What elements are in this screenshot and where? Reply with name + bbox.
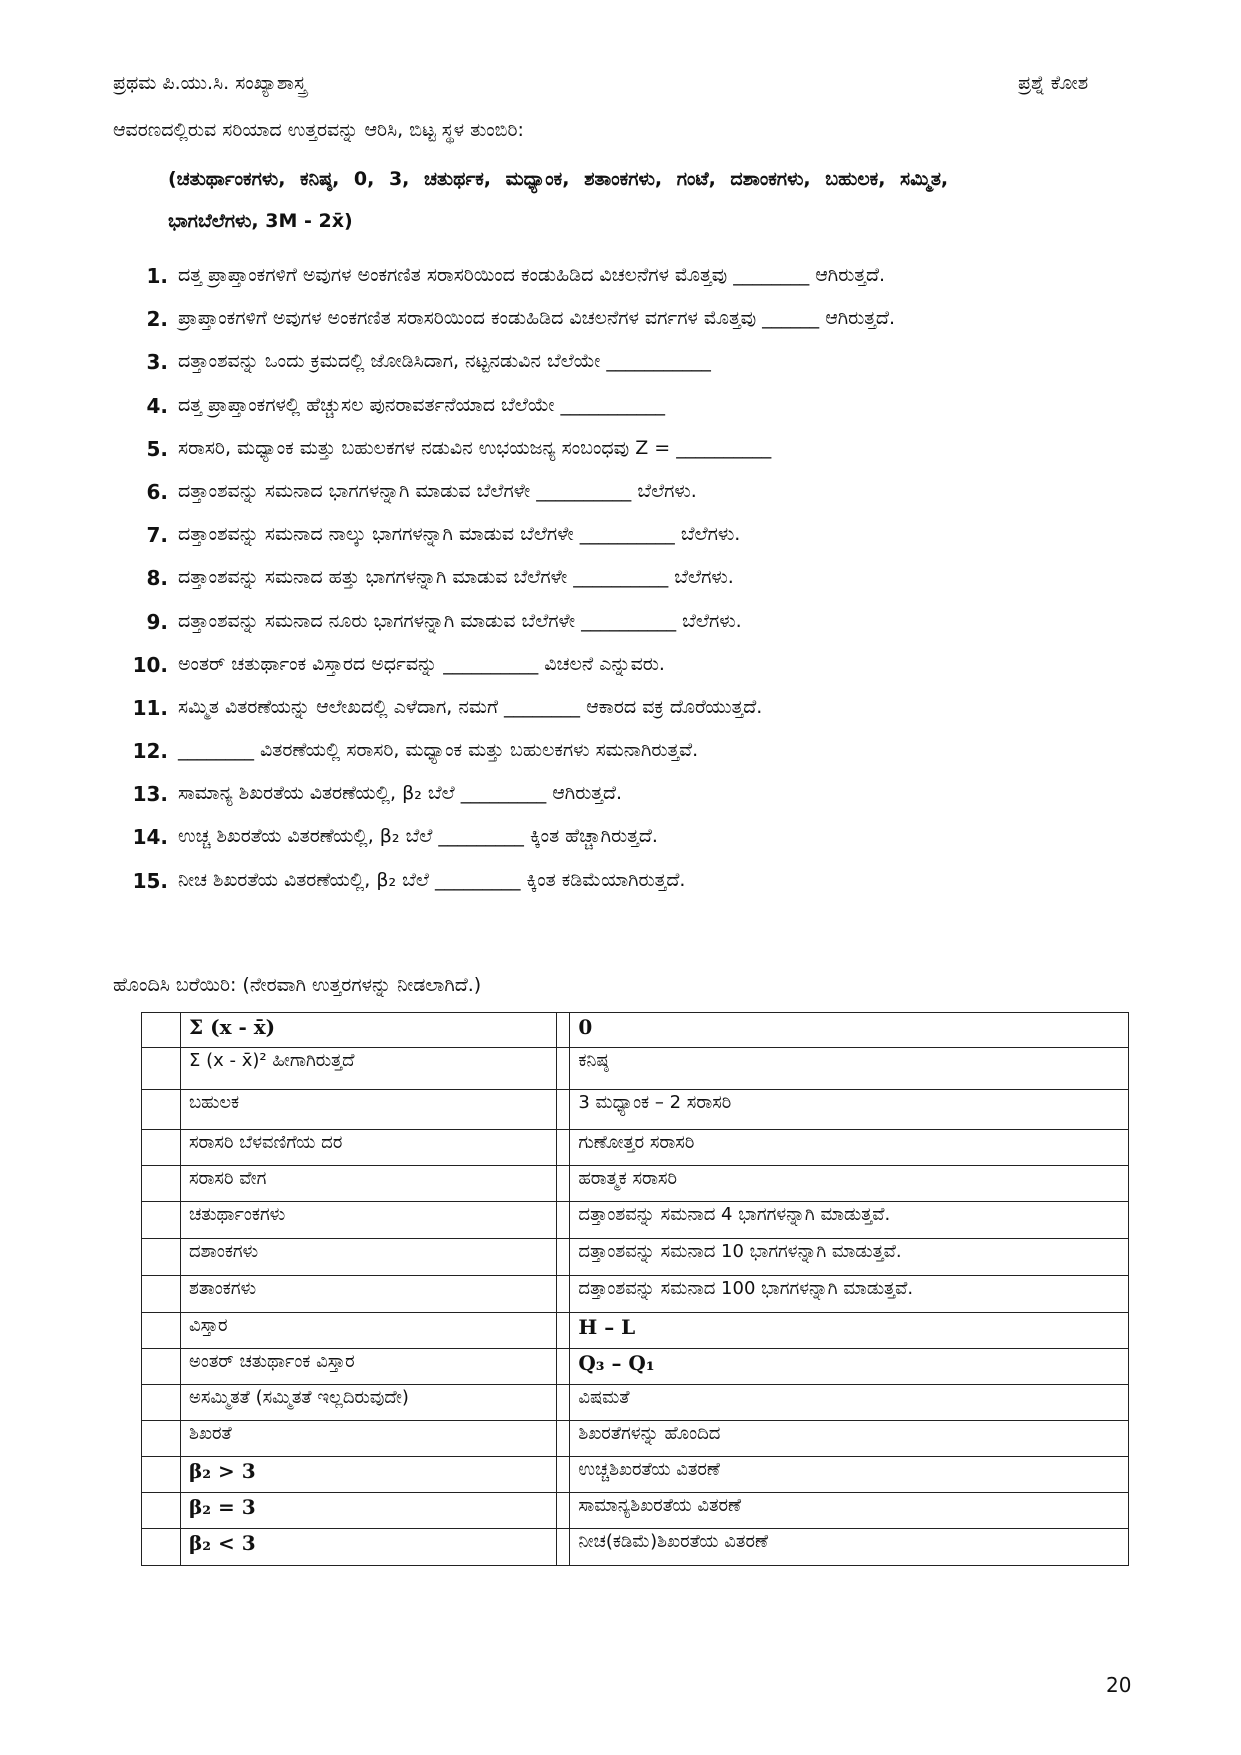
question-number: 11. xyxy=(132,695,168,720)
question-text: ನೀಚ ಶಿಖರತೆಯ ವಿತರಣೆಯಲ್ಲಿ, β₂ ಬೆಲೆ _________ ಕ್ಕಿಂತ ಕಡಿಮೆಯಾಗಿರುತ್ತದೆ. xyxy=(178,868,686,891)
question-number: 8. xyxy=(146,566,168,591)
question-item xyxy=(130,782,1130,825)
choices-box xyxy=(168,158,1138,242)
match-left: ಬಹುಲಕ xyxy=(181,1090,557,1130)
question-item xyxy=(130,394,1130,437)
match-table xyxy=(141,1012,1129,1566)
question-item xyxy=(130,437,1130,480)
table-row xyxy=(142,1013,1129,1048)
header-left: ಪ್ರಥಮ ಪಿ.ಯು.ಸಿ. ಸಂಖ್ಯಾಶಾಸ್ತ್ರ xyxy=(113,72,307,94)
question-text: ಪ್ರಾಪ್ತಾಂಕಗಳಿಗೆ ಅವುಗಳ ಅಂಕಗಣಿತ ಸರಾಸರಿಯಿಂದ ಕಂಡುಹಿಡಿದ ವಿಚಲನೆಗಳ ವರ್ಗಗಳ ಮೊತ್ತವು ______ ಆಗಿರುತ್ತದೆ. xyxy=(178,307,895,330)
question-number: 12. xyxy=(132,739,168,764)
question-item xyxy=(130,566,1130,609)
question-number: 14. xyxy=(132,825,168,850)
match-left: ಸರಾಸರಿ ವೇಗ xyxy=(181,1166,557,1202)
question-text: ಸಾಮಾನ್ಯ ಶಿಖರತೆಯ ವಿತರಣೆಯಲ್ಲಿ, β₂ ಬೆಲೆ _________ ಆಗಿರುತ್ತದೆ. xyxy=(178,782,623,805)
fill-instruction: ಆವರಣದಲ್ಲಿರುವ ಸರಿಯಾದ ಉತ್ತರವನ್ನು ಆರಿಸಿ, ಬಿಟ್ಟ ಸ್ಥಳ ತುಂಬಿರಿ: xyxy=(113,119,524,141)
question-text: ದತ್ತಾಂಶವನ್ನು ಒಂದು ಕ್ರಮದಲ್ಲಿ ಜೋಡಿಸಿದಾಗ, ನಟ್ಟನಡುವಿನ ಬೆಲೆಯೇ ___________ xyxy=(178,350,711,373)
match-right: ದತ್ತಾಂಶವನ್ನು ಸಮನಾದ 100 ಭಾಗಗಳನ್ನಾಗಿ ಮಾಡುತ್ತವೆ. xyxy=(570,1276,1129,1313)
match-left: β₂ > 3 xyxy=(181,1457,557,1493)
question-item xyxy=(130,610,1130,653)
match-left: ದಶಾಂಕಗಳು xyxy=(181,1239,557,1276)
match-right: ನೀಚ(ಕಡಿಮೆ)ಶಿಖರತೆಯ ವಿತರಣೆ xyxy=(570,1529,1129,1566)
page-number: 20 xyxy=(1106,1673,1132,1697)
question-item xyxy=(130,307,1130,350)
match-left: Σ (x - x̄) xyxy=(181,1013,557,1048)
match-right: Q₃ – Q₁ xyxy=(570,1349,1129,1385)
match-right: ದತ್ತಾಂಶವನ್ನು ಸಮನಾದ 10 ಭಾಗಗಳನ್ನಾಗಿ ಮಾಡುತ್ತವೆ. xyxy=(570,1239,1129,1276)
question-item xyxy=(130,825,1130,868)
question-number: 10. xyxy=(132,652,168,677)
question-item xyxy=(130,523,1130,566)
table-row xyxy=(142,1493,1129,1529)
question-number: 13. xyxy=(132,782,168,807)
question-text: ದತ್ತ ಪ್ರಾಪ್ತಾಂಕಗಳಲ್ಲಿ ಹೆಚ್ಚುಸಲ ಪುನರಾವರ್ತನೆಯಾದ ಬೆಲೆಯೇ ___________ xyxy=(178,393,665,416)
question-number: 5. xyxy=(146,436,168,461)
table-row xyxy=(142,1529,1129,1566)
match-left: ಅಸಮ್ಮಿತತೆ (ಸಮ್ಮಿತತೆ ಇಲ್ಲದಿರುವುದೇ) xyxy=(181,1385,557,1421)
question-number: 6. xyxy=(146,479,168,504)
table-row xyxy=(142,1349,1129,1385)
question-text: ದತ್ತಾಂಶವನ್ನು ಸಮನಾದ ನಾಲ್ಕು ಭಾಗಗಳನ್ನಾಗಿ ಮಾಡುವ ಬೆಲೆಗಳೇ __________ ಬೆಲೆಗಳು. xyxy=(178,523,741,546)
table-row xyxy=(142,1457,1129,1493)
match-left: β₂ < 3 xyxy=(181,1529,557,1566)
match-right: ಸಾಮಾನ್ಯಶಿಖರತೆಯ ವಿತರಣೆ xyxy=(570,1493,1129,1529)
question-item xyxy=(130,653,1130,696)
table-row xyxy=(142,1385,1129,1421)
question-text: ________ ವಿತರಣೆಯಲ್ಲಿ ಸರಾಸರಿ, ಮಧ್ಯಾಂಕ ಮತ್ತು ಬಹುಲಕಗಳು ಸಮನಾಗಿರುತ್ತವೆ. xyxy=(178,739,699,762)
question-number: 9. xyxy=(146,609,168,634)
question-item xyxy=(130,739,1130,782)
match-left: ಶತಾಂಕಗಳು xyxy=(181,1276,557,1313)
table-row xyxy=(142,1090,1129,1130)
question-text: ದತ್ತಾಂಶವನ್ನು ಸಮನಾದ ಭಾಗಗಳನ್ನಾಗಿ ಮಾಡುವ ಬೆಲೆಗಳೇ __________ ಬೆಲೆಗಳು. xyxy=(178,479,697,502)
question-text: ಸಮ್ಮಿತ ವಿತರಣೆಯನ್ನು ಆಲೇಖದಲ್ಲಿ ಎಳೆದಾಗ, ನಮಗೆ ________ ಆಕಾರದ ವಕ್ರ ದೊರೆಯುತ್ತದೆ. xyxy=(178,695,763,718)
table-row xyxy=(142,1313,1129,1349)
question-list xyxy=(130,264,1130,912)
table-row xyxy=(142,1421,1129,1457)
match-right: ದತ್ತಾಂಶವನ್ನು ಸಮನಾದ 4 ಭಾಗಗಳನ್ನಾಗಿ ಮಾಡುತ್ತವೆ. xyxy=(570,1202,1129,1239)
match-right: H – L xyxy=(570,1313,1129,1349)
table-row xyxy=(142,1276,1129,1313)
question-text: ಸರಾಸರಿ, ಮಧ್ಯಾಂಕ ಮತ್ತು ಬಹುಲಕಗಳ ನಡುವಿನ ಉಭಯಜನ್ಯ ಸಂಬಂಧವು Z = __________ xyxy=(178,436,772,459)
match-left: β₂ = 3 xyxy=(181,1493,557,1529)
match-left: ವಿಸ್ತಾರ xyxy=(181,1313,557,1349)
table-row xyxy=(142,1048,1129,1090)
question-number: 2. xyxy=(146,307,168,332)
question-text: ಅಂತರ್ ಚತುರ್ಥಾಂಕ ವಿಸ್ತಾರದ ಅರ್ಧವನ್ನು __________ ವಿಚಲನೆ ಎನ್ನುವರು. xyxy=(178,652,665,675)
question-item xyxy=(130,264,1130,307)
question-number: 7. xyxy=(146,523,168,548)
match-left: ಶಿಖರತೆ xyxy=(181,1421,557,1457)
match-title: ಹೊಂದಿಸಿ ಬರೆಯಿರಿ: (ನೇರವಾಗಿ ಉತ್ತರಗಳನ್ನು ನೀಡಲಾಗಿದೆ.) xyxy=(113,974,482,996)
question-item xyxy=(130,869,1130,912)
match-right: 0 xyxy=(570,1013,1129,1048)
table-row xyxy=(142,1166,1129,1202)
table-row xyxy=(142,1130,1129,1166)
question-number: 1. xyxy=(146,264,168,288)
question-number: 15. xyxy=(132,868,168,893)
match-right: ಶಿಖರತೆಗಳನ್ನು ಹೊಂದಿದ xyxy=(570,1421,1129,1457)
question-text: ಉಚ್ಚ ಶಿಖರತೆಯ ವಿತರಣೆಯಲ್ಲಿ, β₂ ಬೆಲೆ _________ ಕ್ಕಿಂತ ಹೆಚ್ಚಾಗಿರುತ್ತದೆ. xyxy=(178,825,658,848)
match-right: ವಿಷಮತೆ xyxy=(570,1385,1129,1421)
match-right: ಕನಿಷ್ಠ xyxy=(570,1048,1129,1090)
question-item xyxy=(130,350,1130,393)
table-row xyxy=(142,1239,1129,1276)
header-right: ಪ್ರಶ್ನೆ ಕೋಶ xyxy=(1018,72,1089,94)
question-text: ದತ್ತಾಂಶವನ್ನು ಸಮನಾದ ಹತ್ತು ಭಾಗಗಳನ್ನಾಗಿ ಮಾಡುವ ಬೆಲೆಗಳೇ __________ ಬೆಲೆಗಳು. xyxy=(178,566,734,589)
question-item xyxy=(130,696,1130,739)
match-right: ಹರಾತ್ಮಕ ಸರಾಸರಿ xyxy=(570,1166,1129,1202)
question-number: 3. xyxy=(146,350,168,375)
question-item xyxy=(130,480,1130,523)
match-right: ಉಚ್ಚಶಿಖರತೆಯ ವಿತರಣೆ xyxy=(570,1457,1129,1493)
match-left: Σ (x - x̄)² ಹೀಗಾಗಿರುತ್ತದೆ xyxy=(181,1048,557,1090)
choices-line-1: (ಚತುರ್ಥಾಂಕಗಳು, ಕನಿಷ್ಠ, 0, 3, ಚತುರ್ಥಕ, ಮಧ್ಯಾಂಕ, ಶತಾಂಕಗಳು, ಗಂಟೆ, ದಶಾಂಕಗಳು, ಬಹುಲಕ, ಸಮ್ಮಿತ, xyxy=(168,168,949,190)
match-left: ಚತುರ್ಥಾಂಕಗಳು xyxy=(181,1202,557,1239)
table-row xyxy=(142,1202,1129,1239)
match-right: 3 ಮಧ್ಯಾಂಕ – 2 ಸರಾಸರಿ xyxy=(570,1090,1129,1130)
match-left: ಅಂತರ್ ಚತುರ್ಥಾಂಕ ವಿಸ್ತಾರ xyxy=(181,1349,557,1385)
match-right: ಗುಣೋತ್ತರ ಸರಾಸರಿ xyxy=(570,1130,1129,1166)
question-number: 4. xyxy=(146,393,168,418)
match-left: ಸರಾಸರಿ ಬೆಳವಣಿಗೆಯ ದರ xyxy=(181,1130,557,1166)
question-text: ದತ್ತ ಪ್ರಾಪ್ತಾಂಕಗಳಿಗೆ ಅವುಗಳ ಅಂಕಗಣಿತ ಸರಾಸರಿಯಿಂದ ಕಂಡುಹಿಡಿದ ವಿಚಲನೆಗಳ ಮೊತ್ತವು ________ ಆಗಿರುತ್ತದೆ. xyxy=(178,264,886,286)
question-text: ದತ್ತಾಂಶವನ್ನು ಸಮನಾದ ನೂರು ಭಾಗಗಳನ್ನಾಗಿ ಮಾಡುವ ಬೆಲೆಗಳೇ __________ ಬೆಲೆಗಳು. xyxy=(178,609,742,632)
choices-line-2: ಭಾಗಬೆಲೆಗಳು, 3M - 2x̄) xyxy=(168,210,353,232)
